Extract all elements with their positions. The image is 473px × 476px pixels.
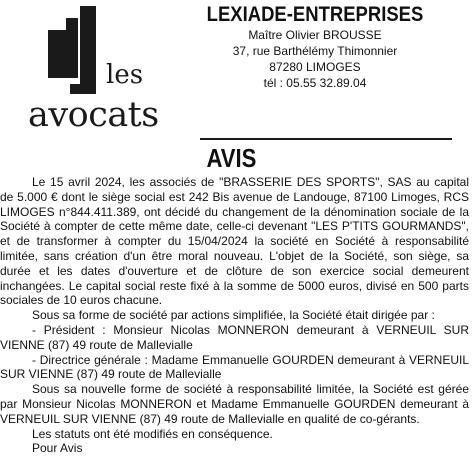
notice-title: AVIS: [206, 143, 257, 173]
logo-block-left: [48, 30, 66, 78]
notice-paragraph: Le 15 avril 2024, les associés de "BRASSERIE DES SPORTS", SAS au capital de 5.000 € dont le siège social est 242 Bis avenue de Landouge, 87100 Limoges, RCS LIMOGES n°844.411.389, ont décidé du changement de la dénomination sociale de la Société à compter de cette même date, celle-ci devenant "LES P'TITS GOURMANDS", et de transformer à compter du 15/04/2024 la société en Société à responsabilité limitée, sans création d'un être moral nouveau. L'objet de la Société, son siège, sa durée et les dates d'ouverture et de clôture de son exercice social demeurent inchangées. Le capital social reste fixé à la somme de 5000 euros, divisé en 500 parts sociales de 10 euros chacune.: [0, 175, 469, 308]
notice-paragraph: Sous sa nouvelle forme de société à responsabilité limitée, la Société est gérée par Monsieur Nicolas MONNERON et Madame Emmanuelle GOURDEN demeurant à VERNEUIL SUR VIENNE (87) 49 route de Mallevialle en qualité de co-gérants.: [0, 382, 469, 426]
firm-street: 37, rue Barthélémy Thimonnier: [232, 44, 398, 58]
lawyer-name: Maître Olivier BROUSSE: [248, 28, 382, 42]
logo-word-avocats: avocats: [28, 95, 159, 135]
logo-block-right: [80, 6, 96, 84]
firm-name: LEXIADE-ENTREPRISES: [206, 3, 424, 26]
logo-word-les: les: [106, 60, 144, 90]
les-avocats-logo: [26, 6, 176, 134]
notice-paragraph: - Directrice générale : Madame Emmanuelle GOURDEN demeurant à VERNEUIL SUR VIENNE (87) 49 route de Mallevialle: [0, 352, 469, 382]
logo-block-middle: [66, 18, 78, 78]
firm-phone: tél : 05.55 32.89.04: [263, 76, 367, 90]
title-divider: [200, 138, 452, 140]
notice-paragraph: Pour Avis: [32, 441, 83, 456]
firm-header: [190, 3, 440, 91]
notice-paragraph: Sous sa forme de société par actions simplifiée, la Société était dirigée par :: [32, 308, 435, 323]
notice-paragraph: - Président : Monsieur Nicolas MONNERON demeurant à VERNEUIL SUR VIENNE (87) 49 route de Mallevialle: [0, 322, 469, 352]
logo-block-step: [70, 84, 96, 94]
firm-city: 87280 LIMOGES: [269, 60, 361, 74]
notice-body: [0, 175, 473, 456]
notice-paragraph: Les statuts ont été modifiés en conséquence.: [32, 426, 273, 441]
